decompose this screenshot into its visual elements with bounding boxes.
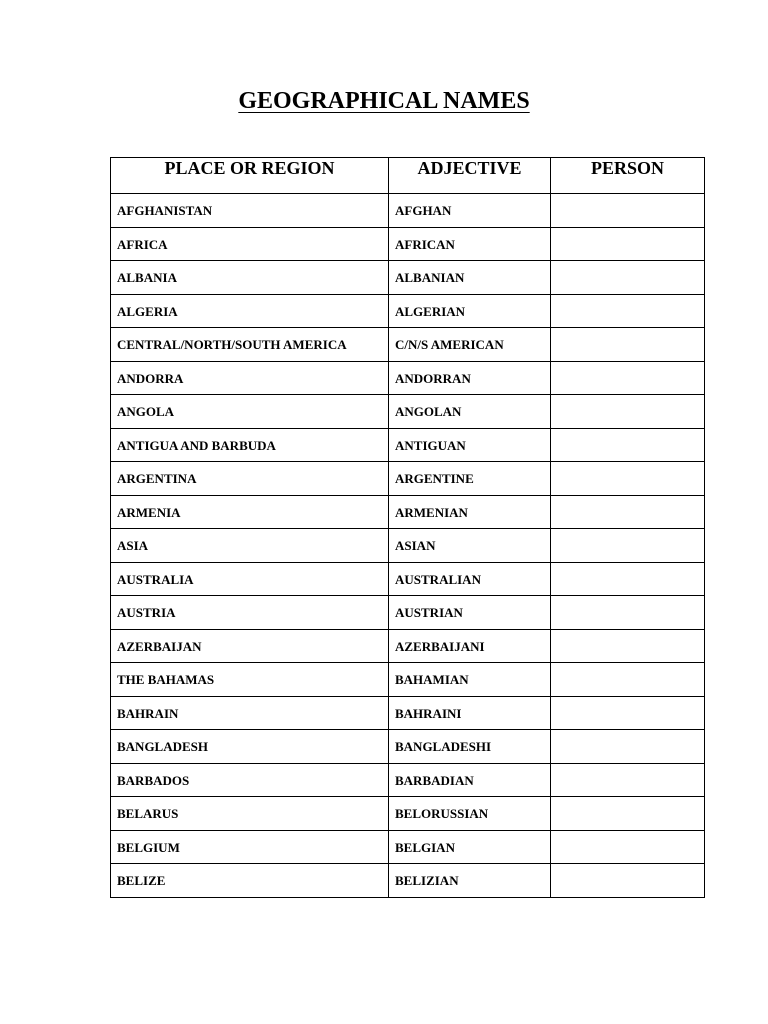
adjective-cell: BELGIAN	[389, 830, 551, 864]
adjective-cell: ALBANIAN	[389, 261, 551, 295]
adjective-cell: AFRICAN	[389, 227, 551, 261]
place-cell: ALBANIA	[111, 261, 389, 295]
person-cell	[551, 730, 705, 764]
page-title-text: GEOGRAPHICAL NAMES	[238, 88, 530, 114]
adjective-cell: BARBADIAN	[389, 763, 551, 797]
adjective-cell: BELORUSSIAN	[389, 797, 551, 831]
adjective-cell: BAHRAINI	[389, 696, 551, 730]
table-row	[111, 629, 705, 663]
table-row	[111, 194, 705, 228]
place-cell: ANDORRA	[111, 361, 389, 395]
adjective-cell: ASIAN	[389, 529, 551, 563]
place-cell: BARBADOS	[111, 763, 389, 797]
place-cell: CENTRAL/NORTH/SOUTH AMERICA	[111, 328, 389, 362]
table-row	[111, 596, 705, 630]
adjective-cell: AUSTRALIAN	[389, 562, 551, 596]
place-cell: AUSTRIA	[111, 596, 389, 630]
place-cell: AFGHANISTAN	[111, 194, 389, 228]
person-cell	[551, 830, 705, 864]
place-cell: ARMENIA	[111, 495, 389, 529]
place-cell: ASIA	[111, 529, 389, 563]
table-row	[111, 428, 705, 462]
table-row	[111, 395, 705, 429]
person-cell	[551, 328, 705, 362]
column-header-person: PERSON	[551, 158, 705, 194]
place-cell: BELARUS	[111, 797, 389, 831]
place-cell: AFRICA	[111, 227, 389, 261]
table-row	[111, 696, 705, 730]
table-row	[111, 227, 705, 261]
adjective-cell: AFGHAN	[389, 194, 551, 228]
table-row	[111, 830, 705, 864]
table-header-row	[111, 158, 705, 194]
adjective-cell: BELIZIAN	[389, 864, 551, 898]
table-row	[111, 495, 705, 529]
table-row	[111, 864, 705, 898]
person-cell	[551, 663, 705, 697]
table-row	[111, 562, 705, 596]
adjective-cell: BANGLADESHI	[389, 730, 551, 764]
person-cell	[551, 395, 705, 429]
person-cell	[551, 629, 705, 663]
place-cell: AZERBAIJAN	[111, 629, 389, 663]
place-cell: ANGOLA	[111, 395, 389, 429]
adjective-cell: BAHAMIAN	[389, 663, 551, 697]
table-row	[111, 261, 705, 295]
table-row	[111, 730, 705, 764]
person-cell	[551, 261, 705, 295]
place-cell: ANTIGUA AND BARBUDA	[111, 428, 389, 462]
person-cell	[551, 294, 705, 328]
table-row	[111, 462, 705, 496]
table-row	[111, 663, 705, 697]
table-row	[111, 529, 705, 563]
adjective-cell: ALGERIAN	[389, 294, 551, 328]
person-cell	[551, 529, 705, 563]
person-cell	[551, 797, 705, 831]
adjective-cell: ARMENIAN	[389, 495, 551, 529]
table-row	[111, 797, 705, 831]
adjective-cell: ANTIGUAN	[389, 428, 551, 462]
place-cell: ARGENTINA	[111, 462, 389, 496]
person-cell	[551, 864, 705, 898]
table-row	[111, 763, 705, 797]
table-row	[111, 328, 705, 362]
column-header-adjective: ADJECTIVE	[389, 158, 551, 194]
person-cell	[551, 763, 705, 797]
table-row	[111, 294, 705, 328]
person-cell	[551, 361, 705, 395]
adjective-cell: ARGENTINE	[389, 462, 551, 496]
person-cell	[551, 194, 705, 228]
place-cell: ALGERIA	[111, 294, 389, 328]
person-cell	[551, 462, 705, 496]
place-cell: AUSTRALIA	[111, 562, 389, 596]
table-row	[111, 361, 705, 395]
column-header-place: PLACE OR REGION	[111, 158, 389, 194]
place-cell: BELIZE	[111, 864, 389, 898]
adjective-cell: C/N/S AMERICAN	[389, 328, 551, 362]
adjective-cell: ANGOLAN	[389, 395, 551, 429]
person-cell	[551, 495, 705, 529]
adjective-cell: AZERBAIJANI	[389, 629, 551, 663]
place-cell: BELGIUM	[111, 830, 389, 864]
adjective-cell: AUSTRIAN	[389, 596, 551, 630]
geographical-names-table	[110, 157, 705, 898]
person-cell	[551, 562, 705, 596]
person-cell	[551, 227, 705, 261]
place-cell: THE BAHAMAS	[111, 663, 389, 697]
place-cell: BAHRAIN	[111, 696, 389, 730]
adjective-cell: ANDORRAN	[389, 361, 551, 395]
person-cell	[551, 596, 705, 630]
person-cell	[551, 428, 705, 462]
place-cell: BANGLADESH	[111, 730, 389, 764]
page-title	[0, 86, 768, 116]
person-cell	[551, 696, 705, 730]
